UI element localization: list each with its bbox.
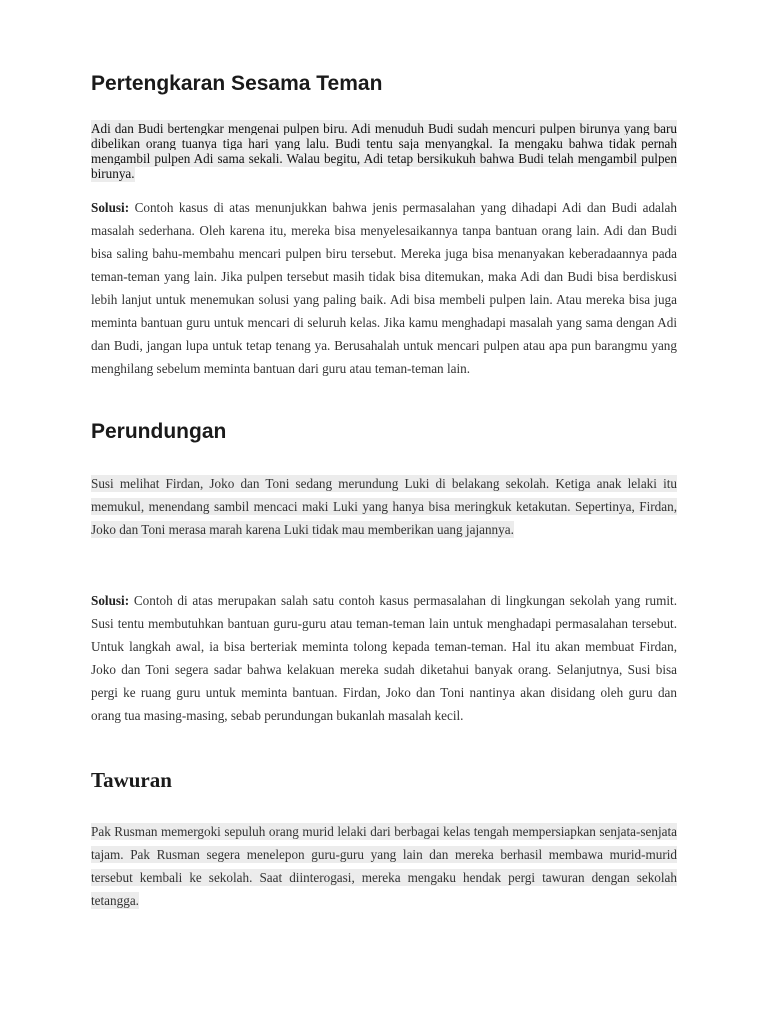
solution-label: Solusi: [91,200,130,215]
solution-label: Solusi: [91,593,130,608]
section-title-tawuran: Tawuran [91,768,172,792]
case-paragraph-pertengkaran [91,121,677,181]
case-paragraph-perundungan [91,472,677,541]
solution-text: Contoh di atas merupakan salah satu contoh kasus permasalahan di lingkungan sekolah yang rumit. Susi tentu membutuhkan bantuan guru-guru atau teman-teman lain untuk menghadapi permasalahan tersebut. Untuk langkah awal, ia bisa berteriak meminta tolong kepada teman-teman. Hal itu akan membuat Firdan, Joko dan Toni segera sadar bahwa kelakuan mereka sudah diketahui banyak orang. Selanjutnya, Susi bisa pergi ke ruang guru untuk meminta bantuan. Firdan, Joko dan Toni nantinya akan disidang oleh guru dan orang tua masing-masing, sebab perundungan bukanlah masalah kecil. [91,593,677,723]
case-text: Pak Rusman memergoki sepuluh orang murid lelaki dari berbagai kelas tengah mempersiapkan senjata-senjata tajam. Pak Rusman segera menelepon guru-guru yang lain dan mereka berhasil membawa murid-murid tersebut kembali ke sekolah. Saat diinterogasi, mereka mengaku hendak pergi tawuran dengan sekolah tetangga. [91,824,677,908]
solution-text: Contoh kasus di atas menunjukkan bahwa jenis permasalahan yang dihadapi Adi dan Budi adalah masalah sederhana. Oleh karena itu, mereka bisa menyelesaikannya tanpa bantuan orang lain. Adi dan Budi bisa saling bahu-membahu mencari pulpen biru tersebut. Mereka juga bisa menanyakan keberadaannya pada teman-teman yang lain. Jika pulpen tersebut masih tidak bisa ditemukan, maka Adi dan Budi bisa berdiskusi lebih lanjut untuk menemukan solusi yang paling baik. Adi bisa membeli pulpen lain. Atau mereka bisa juga meminta bantuan guru untuk mencari di seluruh kelas. Jika kamu menghadapi masalah yang sama dengan Adi dan Budi, jangan lupa untuk tetap tenang ya. Berusahalah untuk mencari pulpen atau apa pun barangmu yang menghilang sebelum meminta bantuan dari guru atau teman-teman lain. [91,200,678,376]
section-title-pertengkaran: Pertengkaran Sesama Teman [91,72,383,95]
case-paragraph-tawuran [91,820,677,912]
section-title-perundungan: Perundungan [91,420,227,443]
case-text: Adi dan Budi bertengkar mengenai pulpen biru. Adi menuduh Budi sudah mencuri pulpen birunya yang baru dibelikan orang tuanya tiga hari yang lalu. Budi tentu saja menyangkal. Ia mengaku bahwa tidak pernah mengambil pulpen Adi sama sekali. Walau begitu, Adi tetap bersikukuh bahwa Budi telah mengambil pulpen birunya. [91,121,677,181]
case-text: Susi melihat Firdan, Joko dan Toni sedang merundung Luki di belakang sekolah. Ketiga anak lelaki itu memukul, menendang sambil mencaci maki Luki yang hanya bisa meringkuk ketakutan. Sepertinya, Firdan, Joko dan Toni merasa marah karena Luki tidak mau memberikan uang jajannya. [91,476,677,537]
solution-paragraph-perundungan [91,589,677,727]
solution-paragraph-pertengkaran [91,196,677,380]
